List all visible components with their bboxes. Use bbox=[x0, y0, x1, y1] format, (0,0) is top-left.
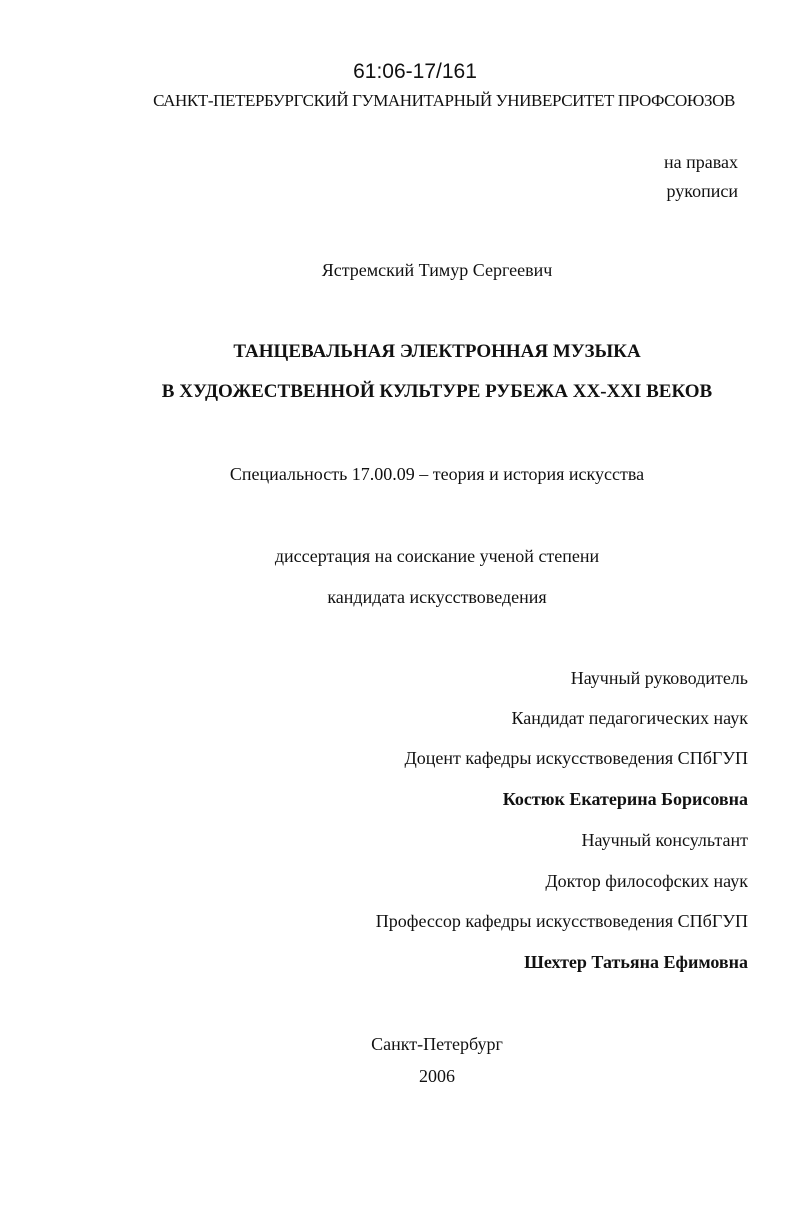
document-code: 61:06-17/161 bbox=[353, 60, 477, 83]
supervisor-role: Научный руководитель bbox=[570, 668, 748, 688]
supervisor-position: Доцент кафедры искусствоведения СПбГУП bbox=[404, 748, 748, 768]
year: 2006 bbox=[419, 1066, 455, 1086]
university-name: САНКТ-ПЕТЕРБУРГСКИЙ ГУМАНИТАРНЫЙ УНИВЕРСИТЕТ ПРОФСОЮЗОВ bbox=[153, 91, 735, 110]
supervisor-name: Костюк Екатерина Борисовна bbox=[502, 789, 748, 809]
title-line-2: В ХУДОЖЕСТВЕННОЙ КУЛЬТУРЕ РУБЕЖА XX-XXI ВЕКОВ bbox=[161, 381, 713, 402]
degree-line-2: кандидата искусствоведения bbox=[327, 587, 547, 607]
author-name: Ястремский Тимур Сергеевич bbox=[321, 260, 553, 280]
specialty: Специальность 17.00.09 – теория и история искусства bbox=[229, 464, 645, 484]
supervisor-degree: Кандидат педагогических наук bbox=[511, 708, 748, 728]
title-line-1: ТАНЦЕВАЛЬНАЯ ЭЛЕКТРОННАЯ МУЗЫКА bbox=[233, 341, 641, 362]
consultant-degree: Доктор философских наук bbox=[545, 871, 748, 891]
degree-line-1: диссертация на соискание ученой степени bbox=[274, 546, 600, 566]
consultant-role: Научный консультант bbox=[581, 830, 748, 850]
city: Санкт-Петербург bbox=[371, 1034, 503, 1054]
consultant-position: Профессор кафедры искусствоведения СПбГУП bbox=[375, 911, 748, 931]
rights-line-1: на правах bbox=[664, 152, 738, 172]
consultant-name: Шехтер Татьяна Ефимовна bbox=[524, 952, 748, 972]
rights-line-2: рукописи bbox=[666, 181, 738, 201]
